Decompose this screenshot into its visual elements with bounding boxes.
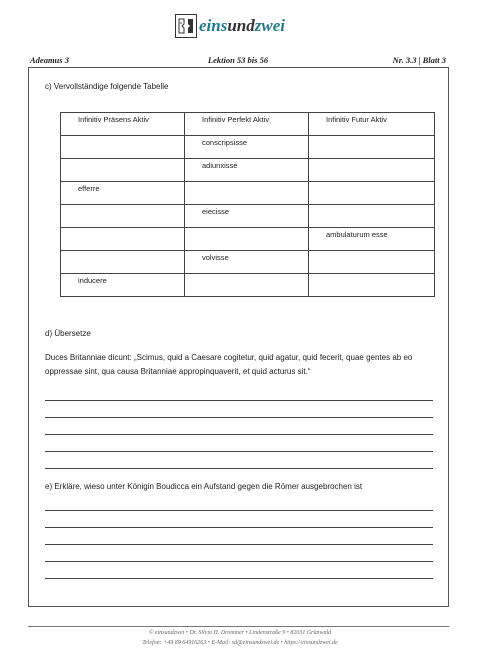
table-cell[interactable] xyxy=(185,274,309,297)
table-cell: eiecisse xyxy=(185,205,309,228)
table-row xyxy=(61,251,435,274)
table-cell: adiunxisse xyxy=(185,159,309,182)
table-cell: conscripsisse xyxy=(185,136,309,159)
section-e-title: e) Erkläre, wieso unter Königin Boudicca ein Aufstand gegen die Römer ausgebrochen ist xyxy=(45,482,363,491)
answer-line[interactable] xyxy=(45,417,433,418)
table-row xyxy=(61,136,435,159)
answer-line[interactable] xyxy=(45,434,433,435)
table-cell[interactable] xyxy=(309,136,435,159)
table-row xyxy=(61,274,435,297)
table-cell: ambulaturum esse xyxy=(309,228,435,251)
answer-line[interactable] xyxy=(45,468,433,469)
table-cell[interactable] xyxy=(61,136,185,159)
footer-divider xyxy=(28,626,449,627)
answer-line[interactable] xyxy=(45,544,433,545)
column-header: Infinitiv Futur Aktiv xyxy=(309,113,435,136)
lesson-range: Lektion 53 bis 56 xyxy=(207,55,269,65)
table-cell[interactable] xyxy=(185,228,309,251)
footer-address: © einsundzwei • Dr. Silvia H. Drommer • Lindenstraße 9 • 82031 Grünwald xyxy=(148,630,332,636)
table-cell: volvisse xyxy=(185,251,309,274)
table-header-row xyxy=(61,113,435,136)
latin-text: Duces Britanniae dicunt: „Scimus, quid a Caesare cogitetur, quid agatur, quid fecerit, quae gentes ab eo oppressae sint, qua causa Britanniae appropinquaverit, et quid acturus sit.“ xyxy=(45,353,413,376)
book-title: Adeamus 3 xyxy=(30,55,69,65)
table-cell[interactable] xyxy=(309,205,435,228)
section-c-title: c) Vervollständige folgende Tabelle xyxy=(45,82,169,91)
table-cell: efferre xyxy=(61,182,185,205)
table-cell[interactable] xyxy=(309,159,435,182)
logo-text: einsundzwei xyxy=(199,16,285,35)
answer-line[interactable] xyxy=(45,451,433,452)
table-row xyxy=(61,182,435,205)
table-cell[interactable] xyxy=(309,251,435,274)
infinitive-table xyxy=(60,112,435,297)
table-cell[interactable] xyxy=(61,159,185,182)
table-cell: inducere xyxy=(61,274,185,297)
section-d-title: d) Übersetze xyxy=(45,329,91,338)
table-row xyxy=(61,159,435,182)
answer-line[interactable] xyxy=(45,510,433,511)
table-cell[interactable] xyxy=(61,251,185,274)
logo-faces-icon xyxy=(175,14,197,38)
column-header: Infinitiv Präsens Aktiv xyxy=(61,113,185,136)
sheet-number: Nr. 3.3 | Blatt 3 xyxy=(392,55,446,65)
answer-line[interactable] xyxy=(45,578,433,579)
answer-line[interactable] xyxy=(45,527,433,528)
table-cell[interactable] xyxy=(185,182,309,205)
logo xyxy=(175,12,285,40)
table-row xyxy=(61,205,435,228)
table-row xyxy=(61,228,435,251)
answer-line[interactable] xyxy=(45,561,433,562)
table-cell[interactable] xyxy=(309,182,435,205)
answer-line[interactable] xyxy=(45,400,433,401)
footer-contact: Telefon: +49 89 64916263 • E-Mail: sd@einsundzwei.de • https://einsundzwei.de xyxy=(142,640,338,646)
table-cell[interactable] xyxy=(309,274,435,297)
table-cell[interactable] xyxy=(61,205,185,228)
table-cell[interactable] xyxy=(61,228,185,251)
column-header: Infinitiv Perfekt Aktiv xyxy=(185,113,309,136)
